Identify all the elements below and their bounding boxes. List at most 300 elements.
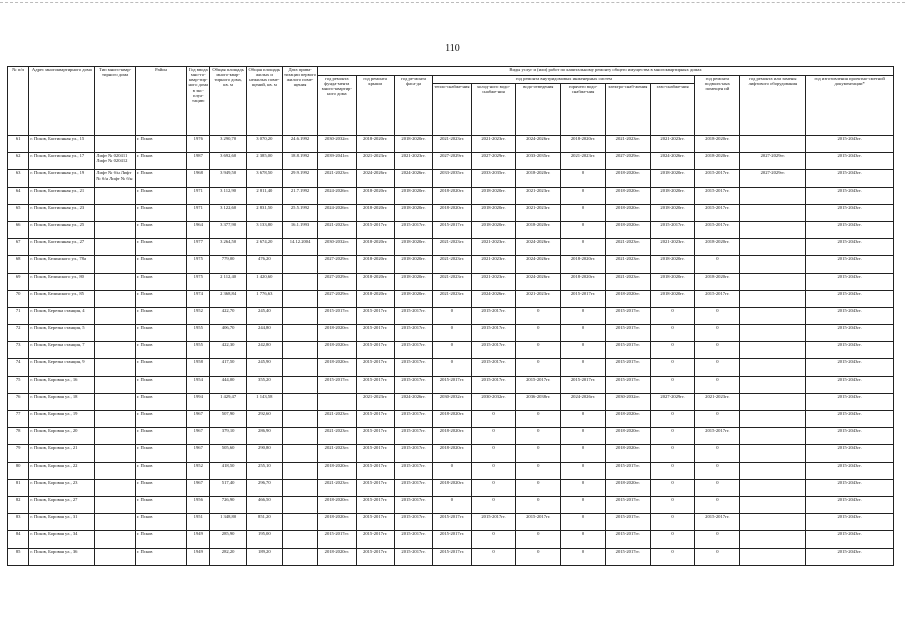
- cell-total: 3 949,50: [210, 170, 246, 187]
- cell-no: 75: [8, 376, 29, 393]
- cell-roof: 2015-2017гг.: [356, 359, 394, 376]
- cell-heat: 0: [433, 359, 471, 376]
- header-district: Район: [135, 67, 186, 136]
- cell-roof: 2015-2017гг.: [356, 548, 394, 565]
- cell-type: [95, 290, 136, 307]
- cell-district: г. Псков: [135, 462, 186, 479]
- cell-district: г. Псков: [135, 428, 186, 445]
- cell-roof: 2021-2023гг.: [356, 393, 394, 410]
- cell-priv: [282, 548, 317, 565]
- cell-total: 1 348,80: [210, 514, 246, 531]
- cell-basement: 2015-2017гг.: [695, 170, 740, 187]
- cell-roof: 2018-2020гг.: [356, 187, 394, 204]
- cell-res: 2 831,50: [246, 204, 282, 221]
- cell-total: 3 377,90: [210, 221, 246, 238]
- cell-foundation: 2018-2020гг.: [318, 359, 356, 376]
- cell-roof: 2018-2020гг.: [356, 273, 394, 290]
- cell-district: г. Псков: [135, 496, 186, 513]
- cell-foundation: 2021-2023гг.: [318, 445, 356, 462]
- cell-district: г. Псков: [135, 376, 186, 393]
- cell-district: г. Псков: [135, 514, 186, 531]
- cell-elevator: [740, 359, 806, 376]
- cell-res: 255,10: [246, 462, 282, 479]
- cell-foundation: 2030-2032гг.: [318, 239, 356, 256]
- cell-docs: 2015-2043гг.: [806, 462, 894, 479]
- cell-facade: 2015-2017гг.: [394, 496, 432, 513]
- header-design-docs: год изготовления проектно-сметной документации*: [806, 76, 894, 136]
- cell-cold: 2018-2020гг.: [471, 204, 516, 221]
- cell-sewer: 2024-2026гг.: [516, 136, 561, 153]
- cell-type: [95, 256, 136, 273]
- cell-heat: 2030-2032гг.: [433, 393, 471, 410]
- cell-priv: 24.6.1992: [282, 136, 317, 153]
- cell-foundation: 2018-2020гг.: [318, 496, 356, 513]
- cell-docs: 2015-2043гг.: [806, 496, 894, 513]
- cell-no: 61: [8, 136, 29, 153]
- cell-gas: 2015-2017гг.: [650, 221, 695, 238]
- cell-docs: 2015-2043гг.: [806, 376, 894, 393]
- cell-year: 1967: [187, 428, 210, 445]
- cell-district: г. Псков: [135, 307, 186, 324]
- cell-gas: 0: [650, 462, 695, 479]
- table-body: [8, 136, 894, 566]
- cell-cold: 0: [471, 548, 516, 565]
- cell-no: 68: [8, 256, 29, 273]
- cell-cold: 2021-2023гг.: [471, 136, 516, 153]
- cell-priv: [282, 531, 317, 548]
- cell-year: 1974: [187, 290, 210, 307]
- cell-type: [95, 514, 136, 531]
- cell-priv: [282, 514, 317, 531]
- cell-total: 418,50: [210, 462, 246, 479]
- table-row: [8, 393, 894, 410]
- cell-facade: 2015-2017гг.: [394, 462, 432, 479]
- cell-elec: 2015-2017гг.: [605, 325, 650, 342]
- cell-cold: 2030-2032гг.: [471, 393, 516, 410]
- cell-elevator: [740, 273, 806, 290]
- cell-district: г. Псков: [135, 256, 186, 273]
- cell-hot: 0: [561, 411, 606, 428]
- cell-hot: 0: [561, 496, 606, 513]
- table-row: [8, 204, 894, 221]
- cell-priv: [282, 290, 317, 307]
- cell-no: 76: [8, 393, 29, 410]
- cell-heat: 2021-2023гг.: [433, 256, 471, 273]
- cell-docs: 2015-2043гг.: [806, 531, 894, 548]
- cell-facade: 2018-2020гг.: [394, 273, 432, 290]
- cell-roof: 2015-2017гг.: [356, 462, 394, 479]
- cell-roof: 2021-2023гг.: [356, 153, 394, 170]
- scan-edge: [0, 2, 905, 3]
- cell-heat: 2021-2023гг.: [433, 290, 471, 307]
- cell-basement: 0: [695, 462, 740, 479]
- cell-foundation: 2021-2023гг.: [318, 428, 356, 445]
- header-type: Тип много-квар-тирного дома: [95, 67, 136, 136]
- cell-address: г. Псков, Боровая ул., 34: [29, 531, 95, 548]
- cell-sewer: 2018-2020гг.: [516, 221, 561, 238]
- cell-res: 1 420,60: [246, 273, 282, 290]
- cell-total: 779,00: [210, 256, 246, 273]
- cell-district: г. Псков: [135, 325, 186, 342]
- cell-cold: 2015-2017гг.: [471, 514, 516, 531]
- table-row: [8, 411, 894, 428]
- cell-hot: 0: [561, 428, 606, 445]
- cell-total: 422,70: [210, 307, 246, 324]
- cell-heat: 2018-2020гг.: [433, 204, 471, 221]
- cell-no: 71: [8, 307, 29, 324]
- header-electric: электро-снаб-жения: [605, 84, 650, 136]
- header-elevator: год ремонта или замены лифтового оборудования: [740, 76, 806, 136]
- cell-docs: 2015-2043гг.: [806, 514, 894, 531]
- cell-no: 69: [8, 273, 29, 290]
- cell-hot: 2018-2020гг.: [561, 256, 606, 273]
- cell-cold: 2033-2035гг.: [471, 170, 516, 187]
- cell-foundation: 2027-2029гг.: [318, 256, 356, 273]
- cell-cold: 2018-2020гг.: [471, 221, 516, 238]
- header-residential-area: Общая площадь жилых и нежилых поме-щений, кв. м: [246, 67, 282, 136]
- cell-sewer: 0: [516, 411, 561, 428]
- cell-facade: 2015-2017гг.: [394, 359, 432, 376]
- cell-total: 726,90: [210, 496, 246, 513]
- cell-address: г. Псков, Березка станция, 4: [29, 307, 95, 324]
- cell-res: 195,00: [246, 531, 282, 548]
- cell-roof: 2018-2020гг.: [356, 204, 394, 221]
- cell-cold: 2015-2017гг.: [471, 342, 516, 359]
- table-row: [8, 256, 894, 273]
- cell-sewer: 0: [516, 359, 561, 376]
- cell-priv: [282, 325, 317, 342]
- cell-res: 2 385,00: [246, 153, 282, 170]
- cell-priv: [282, 376, 317, 393]
- header-roof: год ремонта крыши: [356, 76, 394, 136]
- cell-gas: 0: [650, 496, 695, 513]
- cell-priv: 29.9.1992: [282, 170, 317, 187]
- cell-hot: 0: [561, 239, 606, 256]
- cell-cold: 2015-2017гг.: [471, 307, 516, 324]
- cell-no: 84: [8, 531, 29, 548]
- header-total-area: Общая площадь много-квар-тирного дома, кв. м: [210, 67, 246, 136]
- cell-docs: 2015-2043гг.: [806, 290, 894, 307]
- cell-res: 476,20: [246, 256, 282, 273]
- cell-basement: 2015-2017гг.: [695, 221, 740, 238]
- cell-type: [95, 359, 136, 376]
- cell-gas: 2018-2020гг.: [650, 273, 695, 290]
- cell-docs: 2015-2043гг.: [806, 548, 894, 565]
- cell-gas: 0: [650, 548, 695, 565]
- cell-roof: 2015-2017гг.: [356, 411, 394, 428]
- cell-district: г. Псков: [135, 548, 186, 565]
- cell-foundation: 2015-2017гг.: [318, 531, 356, 548]
- header-foundation: год ремонта фунда-мента много-квартир-ного дома: [318, 76, 356, 136]
- cell-docs: 2015-2043гг.: [806, 445, 894, 462]
- cell-heat: 2015-2017гг.: [433, 531, 471, 548]
- repair-schedule-table: [7, 66, 894, 566]
- cell-type: [95, 239, 136, 256]
- cell-year: 1949: [187, 531, 210, 548]
- cell-year: 1971: [187, 204, 210, 221]
- cell-priv: [282, 411, 317, 428]
- cell-foundation: 2015-2017гг.: [318, 376, 356, 393]
- cell-facade: 2015-2017гг.: [394, 514, 432, 531]
- cell-facade: 2015-2017гг.: [394, 325, 432, 342]
- header-gas: газо-снабже-ния: [650, 84, 695, 136]
- cell-address: г. Псков, Боровая ул., 18: [29, 393, 95, 410]
- cell-res: 290,80: [246, 445, 282, 462]
- cell-roof: 2018-2020гг.: [356, 290, 394, 307]
- cell-cold: 0: [471, 462, 516, 479]
- cell-heat: 2018-2020гг.: [433, 187, 471, 204]
- cell-gas: 2018-2020гг.: [650, 204, 695, 221]
- cell-year: 1971: [187, 187, 210, 204]
- cell-gas: 0: [650, 376, 695, 393]
- table-row: [8, 531, 894, 548]
- cell-year: 1954: [187, 376, 210, 393]
- cell-priv: [282, 428, 317, 445]
- cell-sewer: 2036-2038гг.: [516, 393, 561, 410]
- cell-type: [95, 393, 136, 410]
- cell-cold: 2021-2023гг.: [471, 239, 516, 256]
- cell-hot: 2024-2026гг.: [561, 393, 606, 410]
- header-hot-water: горячего водо-снабже-ния: [561, 84, 606, 136]
- cell-roof: 2015-2017гг.: [356, 307, 394, 324]
- cell-res: 292,60: [246, 411, 282, 428]
- cell-district: г. Псков: [135, 445, 186, 462]
- cell-foundation: 2018-2020гг.: [318, 548, 356, 565]
- cell-elevator: [740, 204, 806, 221]
- cell-facade: 2015-2017гг.: [394, 342, 432, 359]
- cell-priv: [282, 342, 317, 359]
- cell-heat: 2015-2017гг.: [433, 514, 471, 531]
- cell-heat: 2015-2017гг.: [433, 548, 471, 565]
- cell-docs: 2015-2043гг.: [806, 307, 894, 324]
- cell-docs: 2015-2043гг.: [806, 411, 894, 428]
- cell-elevator: [740, 187, 806, 204]
- cell-docs: 2015-2043гг.: [806, 256, 894, 273]
- cell-type: [95, 548, 136, 565]
- cell-priv: 21.7.1992: [282, 187, 317, 204]
- cell-sewer: 2024-2026гг.: [516, 256, 561, 273]
- cell-elec: 2018-2020гг.: [605, 204, 650, 221]
- cell-basement: 2018-2020гг.: [695, 136, 740, 153]
- cell-roof: 2015-2017гг.: [356, 479, 394, 496]
- cell-type: [95, 411, 136, 428]
- cell-elec: 2030-2032гг.: [605, 393, 650, 410]
- cell-sewer: 0: [516, 342, 561, 359]
- cell-hot: 0: [561, 359, 606, 376]
- cell-res: 3 678,50: [246, 170, 282, 187]
- cell-basement: 0: [695, 307, 740, 324]
- cell-facade: 2018-2020гг.: [394, 187, 432, 204]
- header-services-group: Виды услуг и (или) работ по капитальному ремонту общего имущества в многоквартирных домах: [318, 67, 894, 76]
- table-row: [8, 273, 894, 290]
- table-row: [8, 239, 894, 256]
- cell-type: [95, 325, 136, 342]
- cell-type: Лифт № 020411 Лифт № 020412: [95, 153, 136, 170]
- cell-no: 70: [8, 290, 29, 307]
- cell-priv: 16.1.1993: [282, 221, 317, 238]
- cell-res: 1 776,63: [246, 290, 282, 307]
- cell-elec: 2018-2020гг.: [605, 187, 650, 204]
- cell-cold: 2015-2017гг.: [471, 325, 516, 342]
- cell-type: [95, 376, 136, 393]
- cell-gas: 0: [650, 359, 695, 376]
- cell-hot: 0: [561, 462, 606, 479]
- cell-elevator: [740, 496, 806, 513]
- cell-basement: 0: [695, 256, 740, 273]
- table-row: [8, 187, 894, 204]
- header-no: № п/п: [8, 67, 29, 136]
- cell-address: г. Псков, Боровая ул., 19: [29, 411, 95, 428]
- cell-res: 296,70: [246, 479, 282, 496]
- cell-hot: 2015-2017гг.: [561, 290, 606, 307]
- cell-elec: 2018-2020гг.: [605, 479, 650, 496]
- cell-elevator: [740, 548, 806, 565]
- cell-facade: 2015-2017гг.: [394, 479, 432, 496]
- cell-roof: 2024-2026гг.: [356, 170, 394, 187]
- cell-cold: 2015-2017гг.: [471, 376, 516, 393]
- table-row: [8, 136, 894, 153]
- cell-sewer: 0: [516, 462, 561, 479]
- cell-docs: 2015-2043гг.: [806, 342, 894, 359]
- cell-total: 3 264,50: [210, 239, 246, 256]
- cell-gas: 0: [650, 307, 695, 324]
- cell-basement: 2018-2020гг.: [695, 153, 740, 170]
- cell-gas: 0: [650, 342, 695, 359]
- cell-type: [95, 221, 136, 238]
- cell-hot: 0: [561, 445, 606, 462]
- cell-foundation: 2039-2041гг.: [318, 153, 356, 170]
- cell-no: 64: [8, 187, 29, 204]
- cell-elec: 2015-2017гг.: [605, 376, 650, 393]
- cell-facade: 2015-2017гг.: [394, 411, 432, 428]
- cell-basement: 0: [695, 359, 740, 376]
- cell-heat: 2018-2020гг.: [433, 411, 471, 428]
- cell-foundation: 2015-2017гг.: [318, 307, 356, 324]
- cell-hot: 0: [561, 548, 606, 565]
- cell-docs: 2015-2043гг.: [806, 187, 894, 204]
- cell-facade: 2015-2017гг.: [394, 428, 432, 445]
- cell-sewer: 0: [516, 548, 561, 565]
- cell-total: 2 112,40: [210, 273, 246, 290]
- header-privatization: Дата прива-тизации первого жилого поме-щения: [282, 67, 317, 136]
- cell-sewer: 2021-2023гг.: [516, 187, 561, 204]
- cell-no: 73: [8, 342, 29, 359]
- cell-elevator: 2027-2029гг.: [740, 170, 806, 187]
- cell-priv: [282, 307, 317, 324]
- cell-roof: 2015-2017гг.: [356, 496, 394, 513]
- cell-facade: 2015-2017гг.: [394, 531, 432, 548]
- cell-year: 1975: [187, 256, 210, 273]
- cell-gas: 0: [650, 411, 695, 428]
- cell-heat: 2018-2020гг.: [433, 479, 471, 496]
- cell-facade: 2018-2020гг.: [394, 136, 432, 153]
- cell-elevator: [740, 514, 806, 531]
- cell-roof: 2015-2017гг.: [356, 221, 394, 238]
- cell-facade: 2018-2020гг.: [394, 256, 432, 273]
- cell-hot: 0: [561, 325, 606, 342]
- cell-res: 2 674,20: [246, 239, 282, 256]
- cell-roof: 2015-2017гг.: [356, 531, 394, 548]
- cell-roof: 2015-2017гг.: [356, 428, 394, 445]
- cell-elevator: [740, 393, 806, 410]
- cell-district: г. Псков: [135, 393, 186, 410]
- cell-gas: 2021-2023гг.: [650, 239, 695, 256]
- cell-basement: 0: [695, 548, 740, 565]
- cell-cold: 0: [471, 428, 516, 445]
- cell-year: 1949: [187, 548, 210, 565]
- cell-sewer: 2015-2017гг.: [516, 376, 561, 393]
- cell-cold: 2018-2020гг.: [471, 187, 516, 204]
- cell-roof: 2015-2017гг.: [356, 376, 394, 393]
- cell-hot: 0: [561, 514, 606, 531]
- cell-district: г. Псков: [135, 290, 186, 307]
- cell-address: г. Псков, Бастионная ул., 19: [29, 170, 95, 187]
- cell-elec: 2021-2023гг.: [605, 273, 650, 290]
- cell-address: г. Псков, Боровая ул., 27: [29, 496, 95, 513]
- cell-docs: 2015-2043гг.: [806, 153, 894, 170]
- cell-total: 2 368,84: [210, 290, 246, 307]
- cell-foundation: [318, 393, 356, 410]
- cell-year: 1994: [187, 393, 210, 410]
- cell-year: 1975: [187, 273, 210, 290]
- cell-elevator: [740, 428, 806, 445]
- cell-total: 422,30: [210, 342, 246, 359]
- cell-address: г. Псков, Березка станция, 7: [29, 342, 95, 359]
- cell-basement: 2015-2017гг.: [695, 204, 740, 221]
- cell-district: г. Псков: [135, 342, 186, 359]
- cell-hot: 0: [561, 342, 606, 359]
- cell-no: 80: [8, 462, 29, 479]
- cell-no: 77: [8, 411, 29, 428]
- page-number: 110: [445, 43, 460, 54]
- cell-total: 379,10: [210, 428, 246, 445]
- cell-sewer: 2015-2017гг.: [516, 514, 561, 531]
- cell-elevator: [740, 376, 806, 393]
- cell-sewer: 2018-2020гг.: [516, 170, 561, 187]
- cell-docs: 2015-2043гг.: [806, 428, 894, 445]
- cell-address: г. Псков, Боровая ул., 20: [29, 428, 95, 445]
- cell-basement: 2015-2017гг.: [695, 187, 740, 204]
- cell-priv: 25.5.1992: [282, 204, 317, 221]
- cell-sewer: 0: [516, 307, 561, 324]
- header-sewer: водо-отведения: [516, 84, 561, 136]
- cell-elec: 2021-2023гг.: [605, 239, 650, 256]
- cell-no: 66: [8, 221, 29, 238]
- cell-foundation: 2021-2023гг.: [318, 221, 356, 238]
- cell-res: 3 133,80: [246, 221, 282, 238]
- table-row: [8, 221, 894, 238]
- cell-sewer: 0: [516, 445, 561, 462]
- cell-district: г. Псков: [135, 170, 186, 187]
- cell-elevator: [740, 256, 806, 273]
- cell-year: 1968: [187, 170, 210, 187]
- cell-gas: 0: [650, 445, 695, 462]
- cell-no: 72: [8, 325, 29, 342]
- cell-type: [95, 428, 136, 445]
- cell-docs: 2015-2043гг.: [806, 393, 894, 410]
- cell-res: 242,80: [246, 342, 282, 359]
- cell-gas: 2018-2020гг.: [650, 290, 695, 307]
- cell-facade: 2015-2017гг.: [394, 445, 432, 462]
- cell-type: [95, 496, 136, 513]
- cell-gas: 2018-2020гг.: [650, 170, 695, 187]
- cell-sewer: 2021-2023гг.: [516, 204, 561, 221]
- cell-district: г. Псков: [135, 187, 186, 204]
- cell-basement: 0: [695, 496, 740, 513]
- cell-year: 1976: [187, 136, 210, 153]
- cell-type: [95, 204, 136, 221]
- cell-type: [95, 136, 136, 153]
